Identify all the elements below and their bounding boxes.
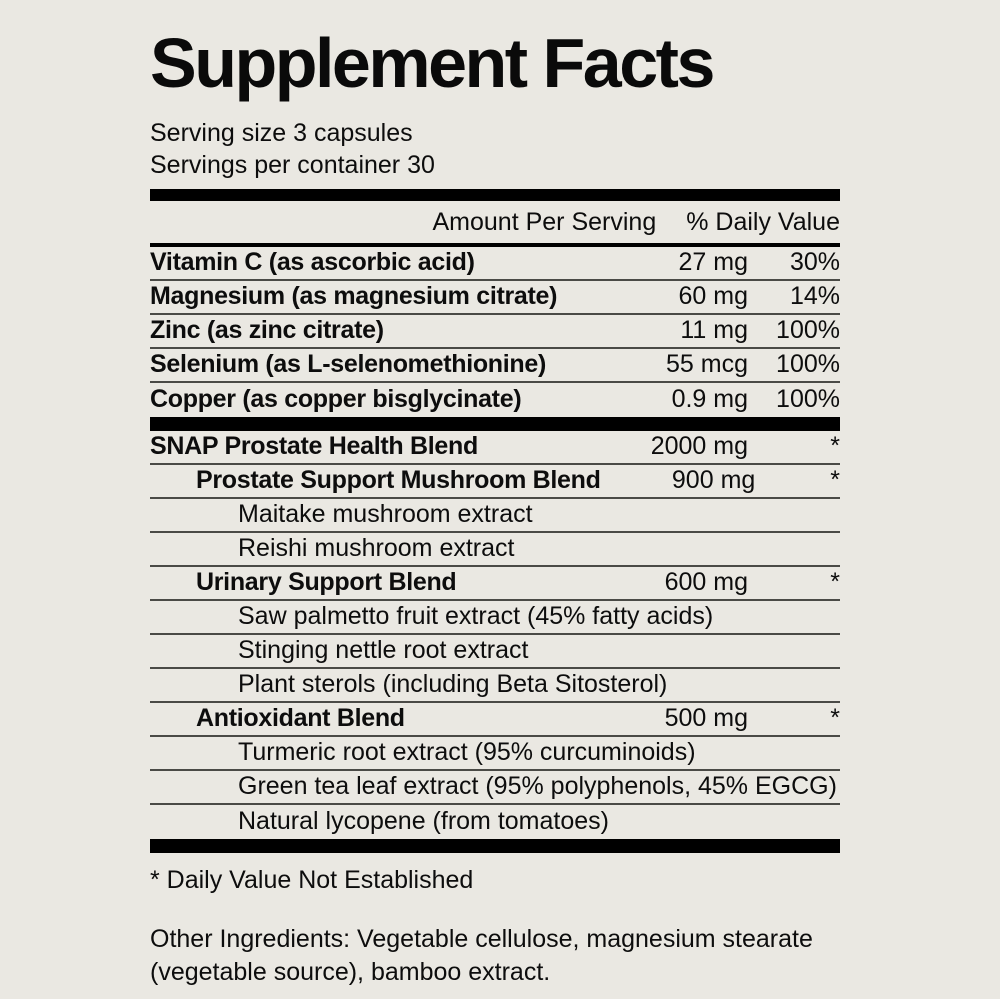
ingredient-name: Maitake mushroom extract (238, 500, 533, 528)
serving-size: Serving size 3 capsules (150, 118, 413, 147)
table-row (150, 737, 840, 771)
table-row (150, 383, 840, 417)
amount-per-serving-value: 27 mg (678, 248, 748, 276)
ingredient-name: Selenium (as L-selenomethionine) (150, 350, 547, 378)
ingredient-name: Plant sterols (including Beta Sitosterol) (238, 670, 668, 698)
ingredient-name: Saw palmetto fruit extract (45% fatty acids) (238, 602, 714, 630)
page-title: Supplement Facts (150, 24, 713, 102)
divider-bar-bottom (150, 839, 840, 853)
ingredient-name: SNAP Prostate Health Blend (150, 432, 478, 460)
amount-per-serving-value: 2000 mg (650, 432, 748, 460)
table-row (150, 805, 840, 839)
column-header-daily-value: % Daily Value (686, 207, 840, 236)
servings-per-container: Servings per container 30 (150, 150, 435, 179)
amount-per-serving-value: 500 mg (664, 704, 748, 732)
column-header-row (150, 201, 840, 243)
divider-bar-top (150, 189, 840, 201)
table-row (150, 349, 840, 383)
table-row (150, 315, 840, 349)
ingredient-name: Prostate Support Mushroom Blend (196, 466, 601, 494)
amount-per-serving-value: 55 mcg (666, 350, 748, 378)
daily-value: 14% (789, 282, 840, 310)
table-row (150, 567, 840, 601)
ingredient-name: Green tea leaf extract (95% polyphenols, 45% EGCG) (238, 772, 837, 800)
column-header-amount: Amount Per Serving (432, 207, 657, 236)
ingredient-name: Stinging nettle root extract (238, 636, 529, 664)
table-row (150, 669, 840, 703)
serving-info (150, 117, 840, 181)
table-row (150, 533, 840, 567)
daily-value-footnote: * Daily Value Not Established (150, 865, 474, 894)
blends-section (150, 431, 840, 839)
divider-bar-middle (150, 417, 840, 431)
daily-value: 100% (776, 385, 840, 413)
ingredient-name: Antioxidant Blend (196, 704, 405, 732)
amount-per-serving-value: 900 mg (671, 466, 756, 494)
table-row (150, 601, 840, 635)
ingredient-name: Urinary Support Blend (196, 568, 457, 596)
ingredient-name: Zinc (as zinc citrate) (150, 316, 384, 344)
amount-per-serving-value: 60 mg (678, 282, 748, 310)
table-row (150, 703, 840, 737)
vitamins-section (150, 247, 840, 417)
table-row (150, 247, 840, 281)
ingredient-name: Reishi mushroom extract (238, 534, 515, 562)
daily-value: * (830, 568, 840, 596)
table-row (150, 499, 840, 533)
table-row (150, 431, 840, 465)
table-row (150, 465, 840, 499)
daily-value: * (830, 704, 840, 732)
daily-value: * (830, 432, 840, 460)
supplement-facts-panel (150, 0, 840, 989)
table-row (150, 281, 840, 315)
ingredient-name: Natural lycopene (from tomatoes) (238, 807, 609, 835)
amount-per-serving-value: 0.9 mg (671, 385, 748, 413)
daily-value: * (830, 466, 840, 494)
other-ingredients: Other Ingredients: Vegetable cellulose, magnesium stearate (vegetable source), bamboo extract. (150, 924, 813, 986)
amount-per-serving-value: 11 mg (680, 316, 748, 344)
daily-value: 100% (776, 316, 840, 344)
table-row (150, 635, 840, 669)
ingredient-name: Turmeric root extract (95% curcuminoids) (238, 738, 696, 766)
daily-value: 30% (789, 248, 840, 276)
ingredient-name: Magnesium (as magnesium citrate) (150, 282, 558, 310)
ingredient-name: Copper (as copper bisglycinate) (150, 385, 522, 413)
daily-value: 100% (776, 350, 840, 378)
table-row (150, 771, 840, 805)
amount-per-serving-value: 600 mg (664, 568, 748, 596)
ingredient-name: Vitamin C (as ascorbic acid) (150, 248, 475, 276)
